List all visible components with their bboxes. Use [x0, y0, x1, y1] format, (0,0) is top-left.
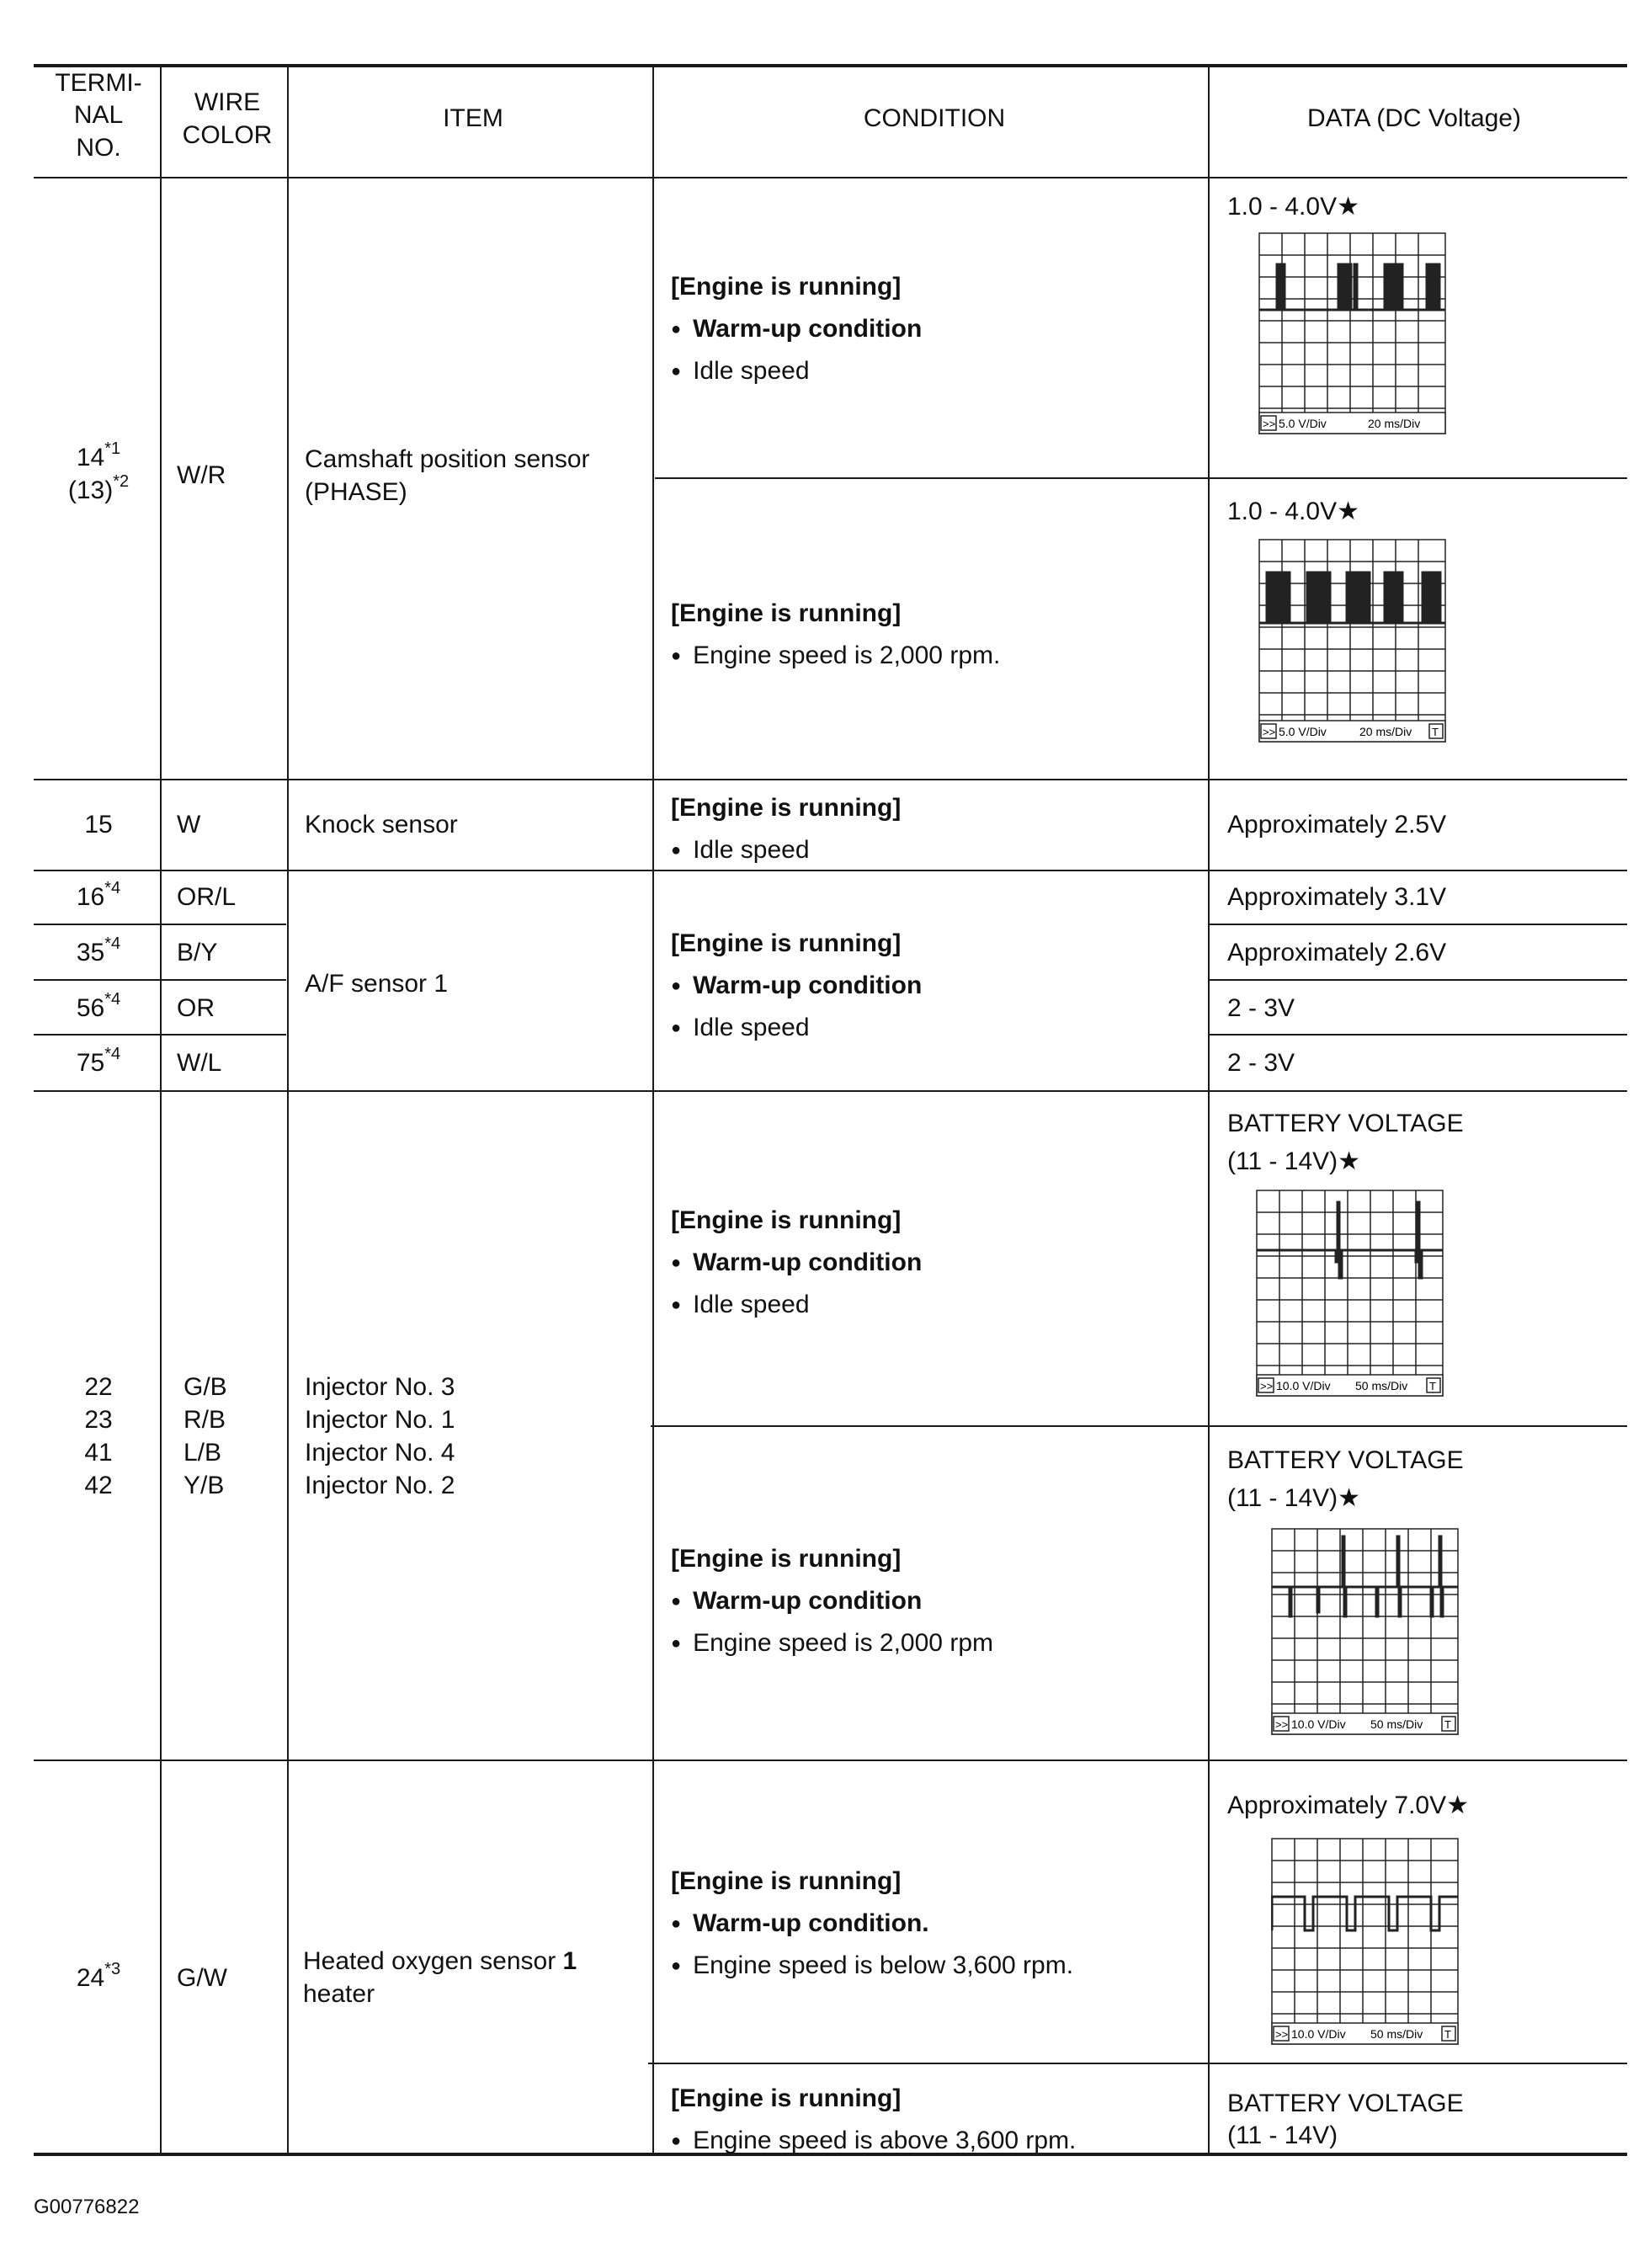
svg-text:50 ms/Div: 50 ms/Div: [1370, 1717, 1423, 1731]
r2-value: Approximately 2.5V: [1227, 811, 1447, 839]
r4-value-b: BATTERY VOLTAGE (11 - 14V)★: [1227, 1446, 1464, 1512]
r4-items: Injector No. 3 Injector No. 1 Injector No. 4 Injector No. 2: [305, 1373, 455, 1499]
r3-cond: [Engine is running] ● Warm-up condition ● Idle speed: [671, 923, 922, 1048]
af-sub-rule: [1208, 1034, 1627, 1036]
oscilloscope-waveform-icon: [1258, 232, 1446, 434]
r2-wire: W: [177, 811, 201, 839]
svg-text:10.0 V/Div: 10.0 V/Div: [1276, 1379, 1331, 1392]
r1-value-a: 1.0 - 4.0V★: [1227, 193, 1359, 221]
r4-cond-b: [Engine is running] ● Warm-up condition ● Engine speed is 2,000 rpm: [671, 1538, 993, 1664]
row-rule: [34, 1760, 1627, 1761]
column-rule: [1208, 66, 1210, 2154]
svg-text:>>: >>: [1263, 418, 1276, 430]
star-icon: ★: [1338, 1484, 1361, 1512]
header-terminal: TERMI- NAL NO.: [55, 69, 142, 162]
column-rule: [160, 66, 162, 2154]
r3-item: A/F sensor 1: [305, 970, 449, 998]
r2-terminal: 15: [84, 811, 113, 839]
oscilloscope-waveform-icon: [1271, 1528, 1459, 1735]
r3-wire: B/Y: [177, 939, 218, 966]
column-rule: [652, 66, 654, 2154]
r5-value-b: BATTERY VOLTAGE (11 - 14V): [1227, 2090, 1464, 2149]
header-condition: CONDITION: [863, 104, 1006, 132]
r1-cond-b: [Engine is running] ● Engine speed is 2,000 rpm.: [671, 593, 1000, 677]
svg-text:T: T: [1432, 726, 1439, 738]
svg-text:20 ms/Div: 20 ms/Div: [1368, 417, 1421, 430]
star-icon: ★: [1337, 193, 1359, 221]
header-wire-color: WIRE COLOR: [182, 88, 273, 149]
svg-text:50 ms/Div: 50 ms/Div: [1370, 2027, 1423, 2041]
r4-terminals: 22 23 41 42: [84, 1373, 113, 1499]
svg-text:5.0 V/Div: 5.0 V/Div: [1279, 725, 1327, 738]
r5-cond-b: [Engine is running] ● Engine speed is above 3,600 rpm.: [671, 2078, 1076, 2162]
svg-text:T: T: [1429, 1380, 1436, 1392]
r4-value-a: BATTERY VOLTAGE (11 - 14V)★: [1227, 1110, 1464, 1175]
oscilloscope-waveform-icon: [1258, 539, 1446, 743]
star-icon: ★: [1446, 1792, 1470, 1819]
oscilloscope-waveform-icon: [1271, 1838, 1459, 2045]
r1-terminal: 14$^{*1}$ $(13)^{*2}$: [67, 439, 130, 504]
svg-text:50 ms/Div: 50 ms/Div: [1355, 1379, 1408, 1392]
r1-cond-a: [Engine is running] ● Warm-up condition ● Idle speed: [671, 266, 922, 391]
star-icon: ★: [1337, 498, 1359, 525]
r3-value: 2 - 3V: [1227, 1049, 1295, 1077]
r5-wire: G/W: [177, 1964, 227, 1992]
r3-wire: OR/L: [177, 883, 237, 911]
r5-terminal: 24$^{*3}$: [76, 1960, 121, 1992]
svg-text:>>: >>: [1263, 726, 1276, 738]
r5-item: Heated oxygen sensor 1 heater: [303, 1947, 577, 2008]
r3-wire: W/L: [177, 1049, 222, 1077]
r4-cond-a: [Engine is running] ● Warm-up condition ● Idle speed: [671, 1200, 922, 1325]
svg-text:T: T: [1444, 1718, 1451, 1731]
row-rule: [34, 1090, 1627, 1092]
r1-item: Camshaft position sensor (PHASE): [305, 445, 590, 506]
row-rule: [34, 779, 1627, 780]
r2-cond: [Engine is running] ● Idle speed: [671, 787, 901, 871]
r1-value-b: 1.0 - 4.0V★: [1227, 498, 1359, 525]
af-sub-rule: [1208, 979, 1627, 981]
r4-wires: G/B R/B L/B Y/B: [184, 1373, 227, 1499]
r3-value: Approximately 3.1V: [1227, 883, 1447, 911]
svg-text:>>: >>: [1260, 1380, 1274, 1392]
oscilloscope-waveform-icon: [1256, 1190, 1444, 1397]
svg-text:>>: >>: [1275, 2028, 1289, 2041]
r1-wire: W/R: [177, 461, 226, 489]
r5-cond-a: [Engine is running] ● Warm-up condition. ● Engine speed is below 3,600 rpm.: [671, 1861, 1073, 1986]
header-data: DATA (DC Voltage): [1307, 104, 1521, 132]
r3-terminal: 75$^{*4}$: [76, 1045, 121, 1077]
sub-row-rule: [651, 1425, 1627, 1427]
svg-text:20 ms/Div: 20 ms/Div: [1359, 725, 1412, 738]
svg-text:10.0 V/Div: 10.0 V/Div: [1291, 1717, 1346, 1731]
r2-item: Knock sensor: [305, 811, 458, 839]
r3-value: Approximately 2.6V: [1227, 939, 1447, 966]
header-bottom-rule: [34, 177, 1627, 178]
column-rule: [287, 66, 289, 2154]
figure-code: G00776822: [34, 2196, 140, 2218]
r3-terminal: 16$^{*4}$: [76, 879, 121, 911]
svg-text:10.0 V/Div: 10.0 V/Div: [1291, 2027, 1346, 2041]
r3-terminal: 35$^{*4}$: [76, 934, 121, 966]
svg-text:5.0 V/Div: 5.0 V/Div: [1279, 417, 1327, 430]
star-icon: ★: [1338, 1147, 1361, 1175]
header-item: ITEM: [443, 104, 503, 132]
svg-text:>>: >>: [1275, 1718, 1289, 1731]
r3-wire: OR: [177, 994, 215, 1022]
r5-value-a: Approximately 7.0V★: [1227, 1792, 1470, 1819]
r3-value: 2 - 3V: [1227, 994, 1295, 1022]
af-sub-rule: [1208, 924, 1627, 925]
r3-terminal: 56$^{*4}$: [76, 990, 121, 1022]
sub-row-rule: [655, 477, 1627, 479]
svg-text:T: T: [1444, 2028, 1451, 2041]
table-top-rule: [34, 64, 1627, 67]
sub-row-rule: [648, 2063, 1627, 2064]
